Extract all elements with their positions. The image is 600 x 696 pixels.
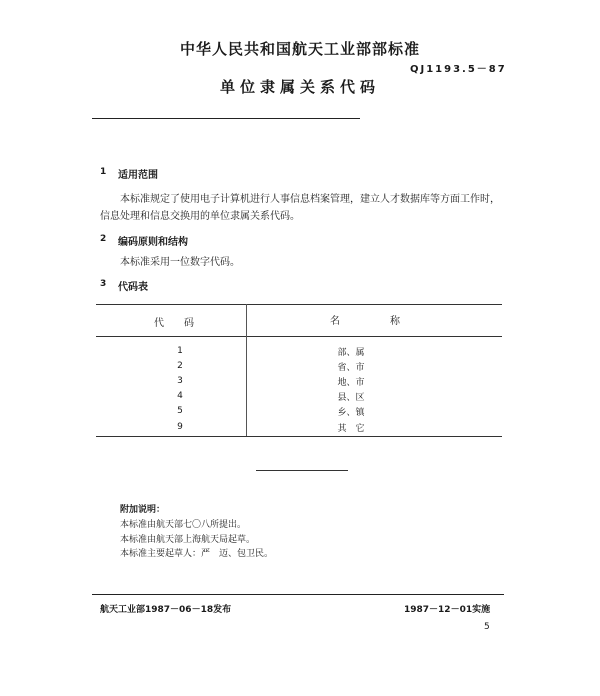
note-line: 本标准由航天部上海航天局起草。 [120,535,256,545]
table-row-code: 2 [177,361,183,371]
table-row-code: 9 [177,422,183,432]
note-line: 本标准由航天部七〇八所提出。 [120,520,247,530]
note-line: 本标准主要起草人：严 迈、包卫民。 [120,549,274,559]
footer-rule [92,594,504,595]
table-top-rule [96,304,502,305]
table-row-name: 地、市 [337,378,365,388]
table-row-name: 乡、镇 [337,408,365,418]
end-of-text-rule [256,470,348,471]
table-header-code: 代 码 [154,318,194,329]
table-bottom-rule [96,436,502,437]
section-number-1: 1 [100,167,107,177]
issue-date: 航天工业部1987－06－18发布 [100,605,232,615]
table-row-name: 省、市 [337,363,365,373]
table-row-name: 县、区 [337,393,365,403]
scope-text-line-1: 本标准规定了使用电子计算机进行人事信息档案管理，建立人才数据库等方面工作时， [120,194,500,205]
table-header-rule [96,336,502,337]
title-divider [92,118,360,119]
document-title: 单位隶属关系代码 [219,78,380,96]
standard-authority: 中华人民共和国航天工业部部标准 [179,40,420,58]
notes-heading: 附加说明： [120,505,166,515]
table-column-divider [246,304,247,436]
table-header-name: 名 称 [330,316,400,327]
standard-number: QJ1193.5－87 [410,64,507,75]
principle-text: 本标准采用一位数字代码。 [120,257,240,268]
table-row-code: 4 [177,391,183,401]
table-row-name: 其 它 [337,424,365,434]
scope-text-line-2: 信息处理和信息交换用的单位隶属关系代码。 [100,211,300,222]
effective-date: 1987－12－01实施 [404,605,491,615]
table-row-code: 3 [177,376,183,386]
table-row-name: 部、属 [337,348,365,358]
section-number-2: 2 [100,234,107,244]
section-title-code-table: 代码表 [118,282,148,293]
table-row-code: 5 [177,406,183,416]
section-title-principle: 编码原则和结构 [118,237,188,248]
section-title-scope: 适用范围 [118,170,158,181]
page-number: 5 [484,622,490,632]
section-number-3: 3 [100,279,107,289]
table-row-code: 1 [177,346,183,356]
